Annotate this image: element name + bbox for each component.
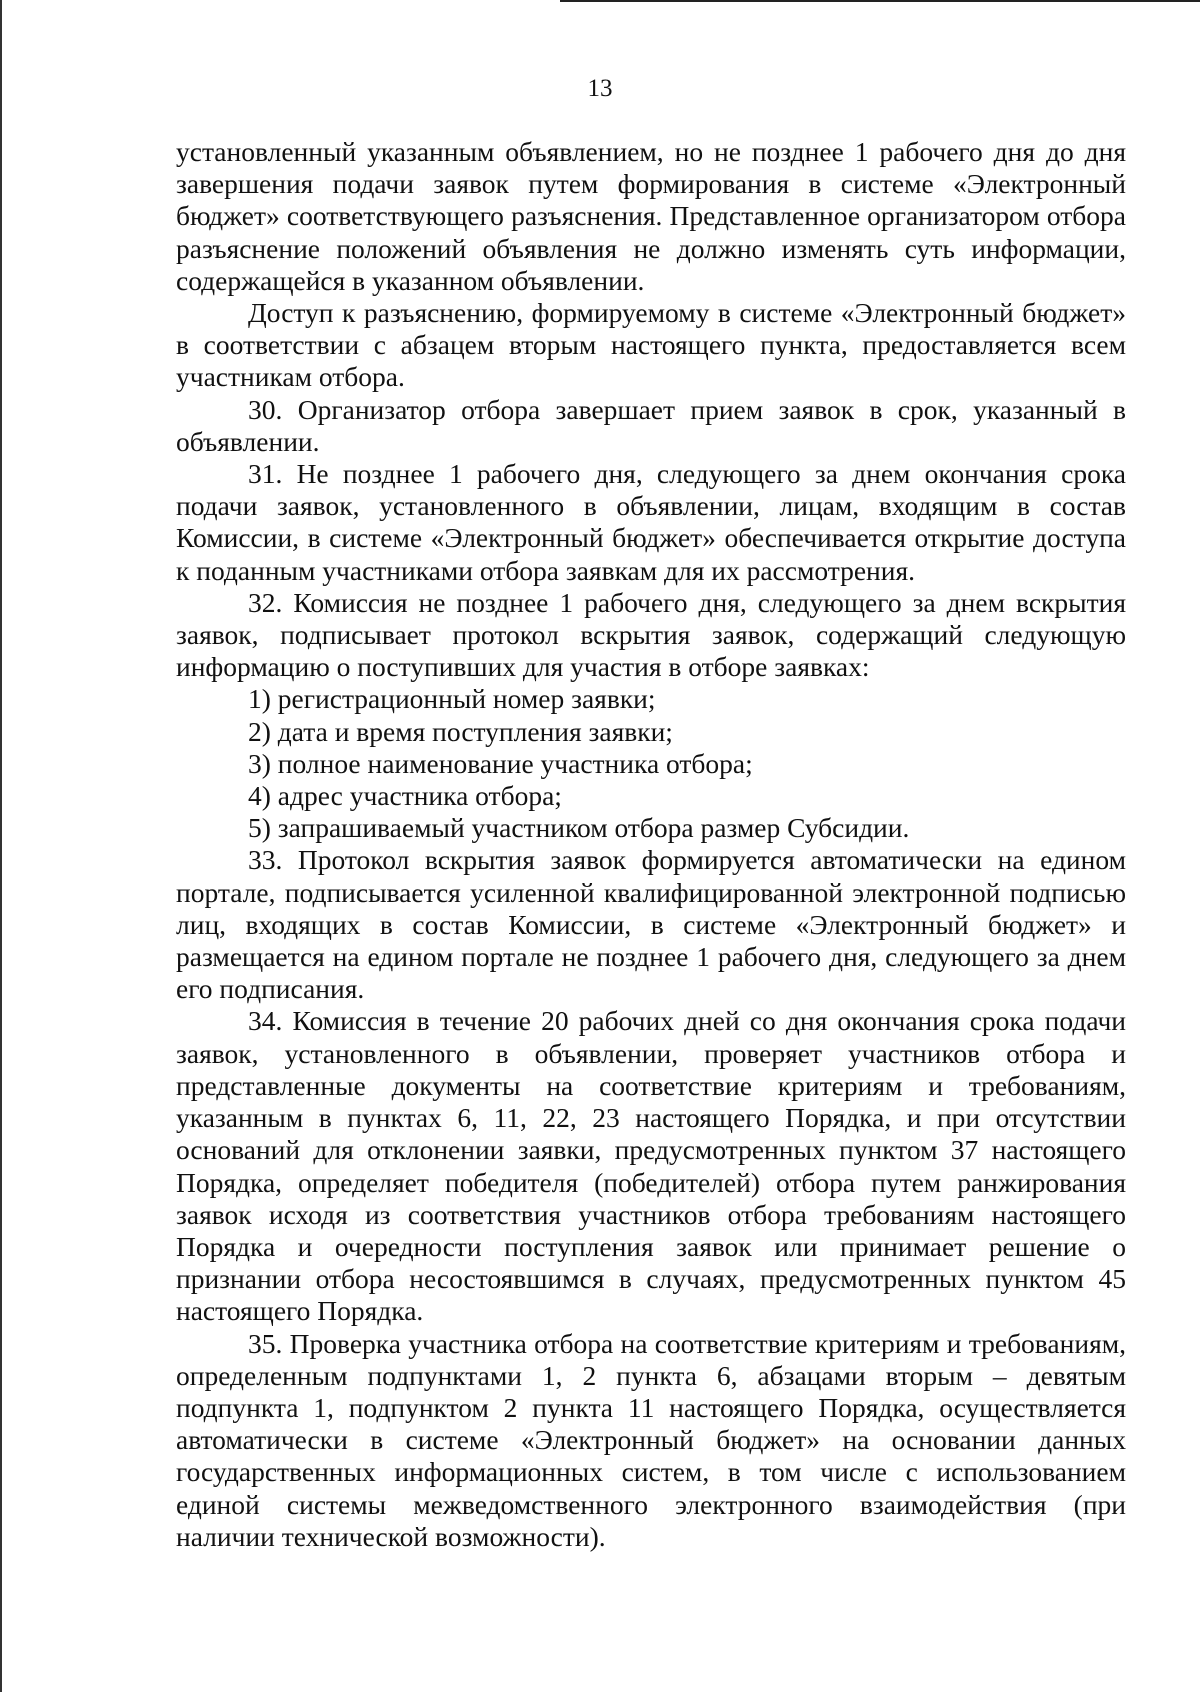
list-item-3: 3) полное наименование участника отбора; <box>248 747 753 779</box>
paragraph-33: 33. Протокол вскрытия заявок формируется автоматически на едином портале, подписывается усиленной квалифицированной электронной подписью лиц, входящих в состав Комиссии, в системе «Электронный бюджет» и размещается на едином портале не позднее 1 рабочего дня, следующего за днем его подписания. <box>176 844 1126 1005</box>
paragraph-35: 35. Проверка участника отбора на соответствие критериям и требованиям, определенным подпунктами 1, 2 пункта 6, абзацами вторым – девятым подпункта 1, подпунктом 2 пункта 11 настоящего Порядка, осуществляется автоматически в системе «Электронный бюджет» на основании данных государственных информационных систем, в том числе с использованием единой системы межведомственного электронного взаимодействия (при наличии технической возможности). <box>176 1327 1126 1552</box>
document-body <box>176 136 1126 1553</box>
list-item-5: 5) запрашиваемый участником отбора размер Субсидии. <box>248 812 910 844</box>
list-item-2: 2) дата и время поступления заявки; <box>248 715 673 747</box>
list-item-4: 4) адрес участника отбора; <box>248 780 562 812</box>
page-number: 13 <box>587 75 613 102</box>
scan-edge-left <box>0 0 2 1692</box>
paragraph-34: 34. Комиссия в течение 20 рабочих дней со дня окончания срока подачи заявок, установленного в объявлении, проверяет участников отбора и представленные документы на соответствие критериям и требованиям, указанным в пунктах 6, 11, 22, 23 настоящего Порядка, и при отсутствии оснований для отклонении заявки, предусмотренных пунктом 37 настоящего Порядка, определяет победителя (победителей) отбора путем ранжирования заявок исходя из соответствия участников отбора требованиям настоящего Порядка и очередности поступления заявок или принимает решение о признании отбора несостоявшимся в случаях, предусмотренных пунктом 45 настоящего Порядка. <box>176 1005 1126 1327</box>
list-item-1: 1) регистрационный номер заявки; <box>248 683 656 715</box>
paragraph-30: 30. Организатор отбора завершает прием заявок в срок, указанный в объявлении. <box>176 393 1126 457</box>
scan-edge-top <box>560 0 1200 2</box>
paragraph-31: 31. Не позднее 1 рабочего дня, следующего за днем окончания срока подачи заявок, установленного в объявлении, лицам, входящим в состав Комиссии, в системе «Электронный бюджет» обеспечивается открытие доступа к поданным участниками отбора заявкам для их рассмотрения. <box>176 458 1126 586</box>
paragraph-continuation: установленный указанным объявлением, но не позднее 1 рабочего дня до дня завершения подачи заявок путем формирования в системе «Электронный бюджет» соответствующего разъяснения. Представленное организатором отбора разъяснение положений объявления не должно изменять суть информации, содержащейся в указанном объявлении. <box>176 136 1126 296</box>
paragraph-access: Доступ к разъяснению, формируемому в системе «Электронный бюджет» в соответствии с абзацем вторым настоящего пункта, предоставляется всем участникам отбора. <box>176 297 1126 393</box>
paragraph-32: 32. Комиссия не позднее 1 рабочего дня, следующего за днем вскрытия заявок, подписывает протокол вскрытия заявок, содержащий следующую информацию о поступивших для участия в отборе заявках: <box>176 586 1126 683</box>
